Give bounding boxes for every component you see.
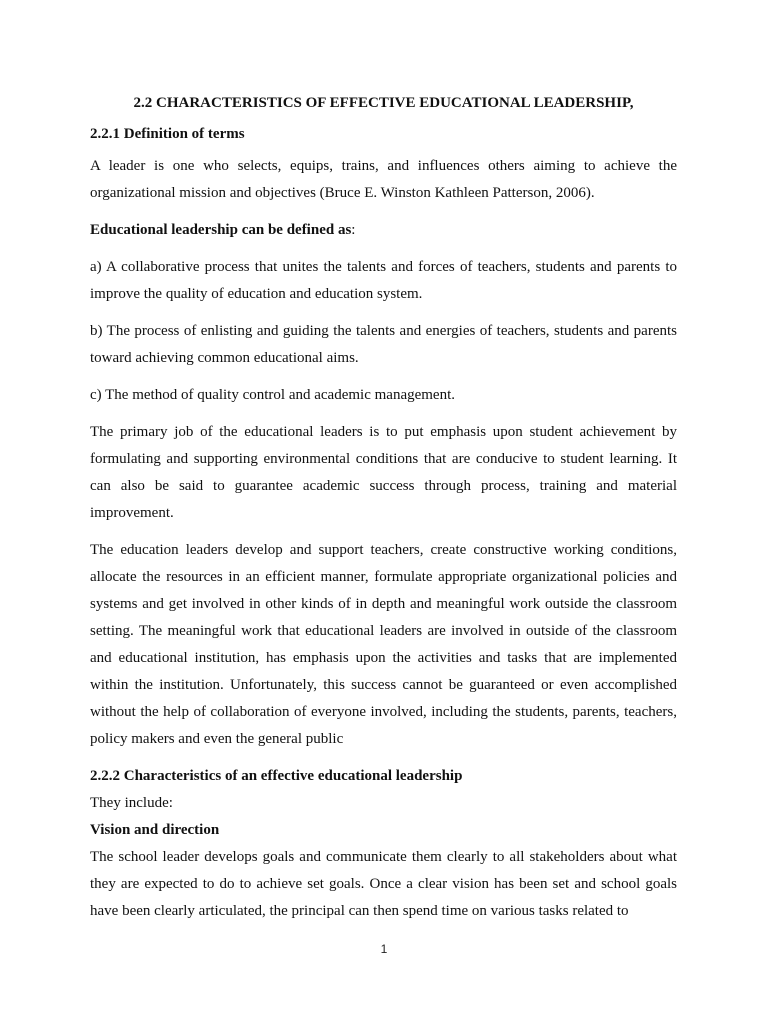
leader-definition-paragraph: A leader is one who selects, equips, trains, and influences others aiming to achieve the organizational mission and objectives (Bruce E. Winston Kathleen Patterson, 2006).: [90, 158, 677, 201]
subsection-heading-definition-of-terms: 2.2.1 Definition of terms: [90, 126, 245, 142]
educational-leadership-colon: :: [351, 222, 356, 238]
they-include-line: They include:: [90, 795, 173, 811]
section-title: 2.2 CHARACTERISTICS OF EFFECTIVE EDUCATIONAL LEADERSHIP,: [133, 95, 634, 111]
page-content: [90, 92, 677, 925]
definition-c-paragraph: c) The method of quality control and academic management.: [90, 387, 456, 403]
definition-a-paragraph: a) A collaborative process that unites the talents and forces of teachers, students and parents to improve the quality of education and education system.: [90, 259, 677, 302]
page-number: 1: [380, 942, 388, 956]
definition-b-paragraph: b) The process of enlisting and guiding the talents and energies of teachers, students and parents toward achieving common educational aims.: [90, 323, 677, 366]
primary-job-paragraph: The primary job of the educational leaders is to put emphasis upon student achievement by formulating and supporting environmental conditions that are conducive to student learning. It can also be said to guarantee academic success through process, training and material improvement.: [90, 424, 677, 521]
vision-paragraph: The school leader develops goals and communicate them clearly to all stakeholders about what they are expected to do to achieve set goals. Once a clear vision has been set and school goals have been clearly articulated, the principal can then spend time on various tasks related to: [90, 849, 677, 919]
vision-and-direction-heading: Vision and direction: [90, 822, 220, 838]
leaders-develop-paragraph: The education leaders develop and support teachers, create constructive working conditions, allocate the resources in an efficient manner, formulate appropriate organizational policies and systems and get involved in other kinds of in depth and meaningful work outside the classroom setting. The meaningful work that educational leaders are involved in outside of the classroom and educational institution, has emphasis upon the activities and tasks that are implemented within the institution. Unfortunately, this success cannot be guaranteed or even accomplished without the help of collaboration of everyone involved, including the students, parents, teachers, policy makers and even the general public: [90, 542, 677, 747]
educational-leadership-label-text: Educational leadership can be defined as: [90, 222, 352, 238]
educational-leadership-label: [90, 217, 677, 244]
subsection-heading-characteristics: 2.2.2 Characteristics of an effective educational leadership: [90, 768, 463, 784]
